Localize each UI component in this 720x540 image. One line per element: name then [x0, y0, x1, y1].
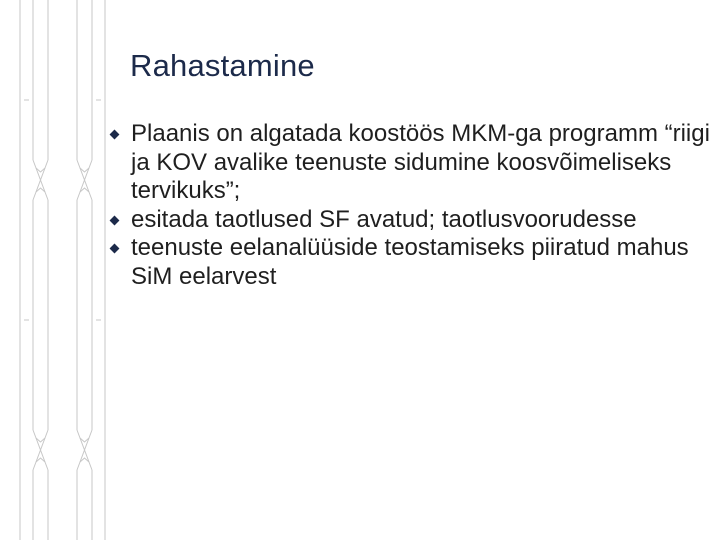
bullet-item [110, 206, 710, 235]
slide-title: Rahastamine [130, 48, 315, 83]
diamond-bullet-icon [110, 215, 120, 225]
bullet-list [110, 120, 710, 291]
vertical-diamond-pattern-icon [0, 0, 110, 540]
bullet-item [110, 234, 710, 291]
bullet-text: esitada taotlused SF avatud; taotlusvoorudesse [131, 205, 637, 233]
bullet-text: Plaanis on algatada koostöös MKM-ga programm “riigi ja KOV avalike teenuste sidumine koosvõimeliseks tervikuks”; [131, 120, 710, 204]
diamond-bullet-icon [110, 130, 120, 140]
bullet-text: teenuste eelanalüüside teostamiseks piiratud mahus SiM eelarvest [131, 234, 689, 290]
diamond-bullet-icon [110, 244, 120, 254]
bullet-item [110, 120, 710, 206]
